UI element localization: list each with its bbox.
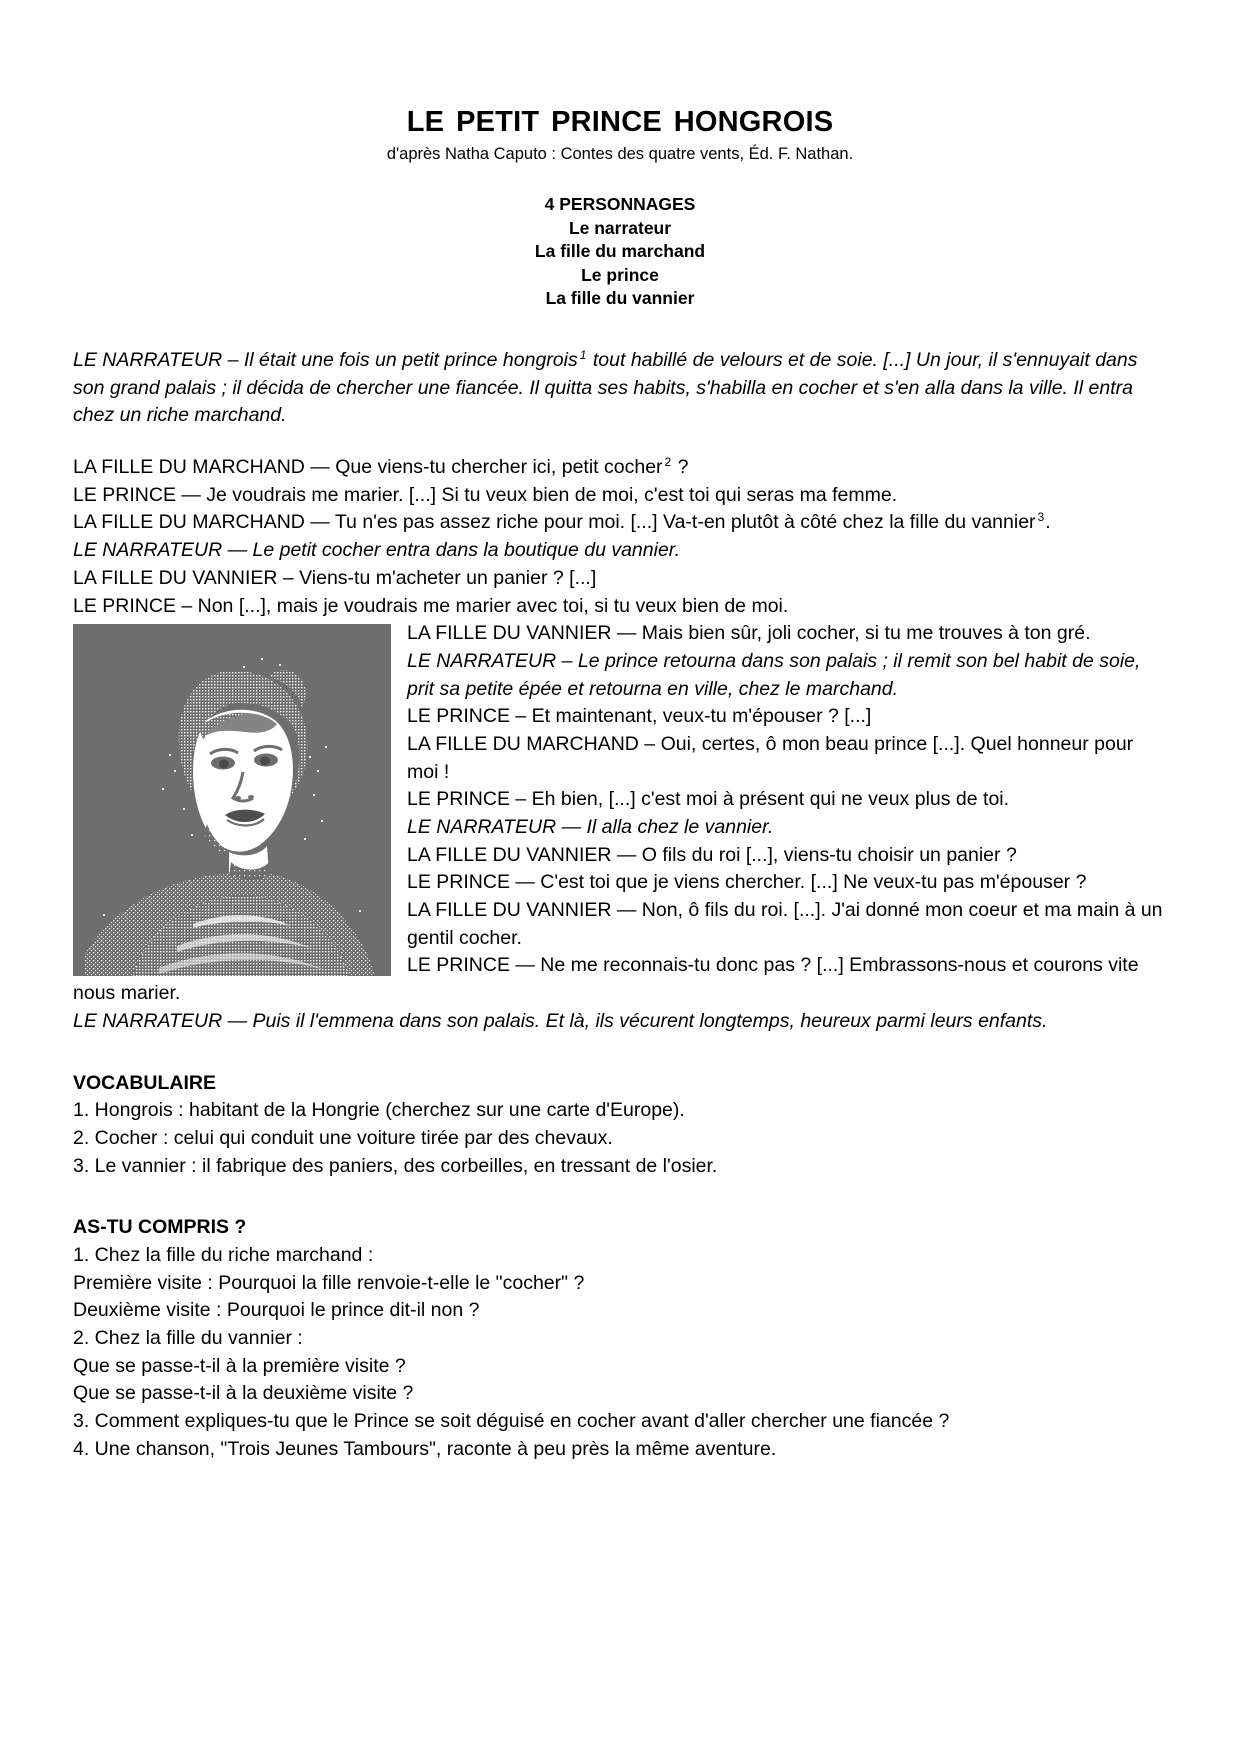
as-tu-compris-section bbox=[73, 1214, 1167, 1463]
footnote-marker-3: 3 bbox=[1037, 509, 1045, 524]
question-item-7: 3. Comment expliques-tu que le Prince se soit déguisé en cocher avant d'aller chercher une fiancée ? bbox=[73, 1410, 950, 1433]
question-item-6: Que se passe-t-il à la deuxième visite ? bbox=[73, 1382, 414, 1405]
opening-speaker: LE NARRATEUR – bbox=[73, 349, 244, 372]
page-title: le petit prince hongrois bbox=[406, 93, 834, 140]
cast-member-narrateur: Le narrateur bbox=[568, 217, 672, 238]
dialogue-line-prince-1: LE PRINCE — Je voudrais me marier. [...] Si tu veux bien de moi, c'est toi qui seras ma femme. bbox=[73, 483, 898, 506]
cast-member-fille-du-marchand: La fille du marchand bbox=[534, 241, 706, 262]
dialogue-line-narrateur-4: LE NARRATEUR — Puis il l'emmena dans son palais. Et là, ils vécurent longtemps, heureux parmi leurs enfants. bbox=[73, 1009, 1048, 1032]
dialogue-line-narrateur-1: LE NARRATEUR — Le petit cocher entra dans la boutique du vannier. bbox=[73, 539, 680, 562]
opening-narration bbox=[73, 347, 1167, 430]
portrait-illustration bbox=[73, 624, 391, 976]
page-subtitle: d'après Natha Caputo : Contes des quatre vents, Éd. F. Nathan. bbox=[386, 145, 854, 164]
dialogue-line-marchand-1 bbox=[73, 454, 1167, 482]
dialogue-line-marchand-3: LA FILLE DU MARCHAND – Oui, certes, ô mon beau prince [...]. Quel honneur pour moi ! bbox=[407, 732, 1134, 783]
question-item-1: 1. Chez la fille du riche marchand : bbox=[73, 1243, 374, 1266]
opening-text-part2: tout habillé de velours et de soie. [...] Un jour, il s'ennuyait dans son grand palais ; il décida de chercher une fiancée. Il quitta ses habits, s'habilla en cocher et s'en alla dans la ville. Il entra chez un riche marchand. bbox=[73, 349, 1138, 427]
dialogue-line-prince-2: LE PRINCE – Non [...], mais je voudrais me marier avec toi, si tu veux bien de moi. bbox=[73, 594, 789, 617]
dialogue-line-narrateur-3: LE NARRATEUR — Il alla chez le vannier. bbox=[407, 816, 774, 839]
question-item-8: 4. Une chanson, "Trois Jeunes Tambours", raconte à peu près la même aventure. bbox=[73, 1437, 777, 1460]
as-tu-compris-heading: AS-TU COMPRIS ? bbox=[73, 1216, 247, 1239]
dialogue-line-prince-4: LE PRINCE – Eh bien, [...] c'est moi à présent qui ne veux plus de toi. bbox=[407, 788, 1010, 811]
dialogue-line-prince-6: LE PRINCE — Ne me reconnais-tu donc pas ? [...] Embrassons-nous et courons vite nous marier. bbox=[73, 954, 1139, 1005]
question-item-4: 2. Chez la fille du vannier : bbox=[73, 1327, 303, 1350]
dialogue-line-vannier-1: LA FILLE DU VANNIER – Viens-tu m'acheter un panier ? [...] bbox=[73, 566, 597, 589]
portrait-halftone-graphic bbox=[73, 624, 391, 976]
dialogue-text-tail: ? bbox=[672, 456, 689, 479]
dialogue-text-tail: . bbox=[1045, 511, 1051, 534]
cast-member-prince: Le prince bbox=[581, 264, 659, 285]
dialogue-line-prince-3: LE PRINCE – Et maintenant, veux-tu m'épouser ? [...] bbox=[407, 705, 872, 728]
footnote-marker-2: 2 bbox=[664, 454, 672, 469]
dialogue-line-narrateur-2: LE NARRATEUR – Le prince retourna dans son palais ; il remit son bel habit de soie, prit sa petite épée et retourna en ville, chez le marchand. bbox=[407, 649, 1141, 700]
vocabulaire-item-1: 1. Hongrois : habitant de la Hongrie (cherchez sur une carte d'Europe). bbox=[73, 1099, 685, 1122]
question-item-2: Première visite : Pourquoi la fille renvoie-t-elle le "cocher" ? bbox=[73, 1271, 585, 1294]
cast-member-fille-du-vannier: La fille du vannier bbox=[545, 288, 695, 309]
cast-list bbox=[73, 193, 1167, 311]
dialogue-line-vannier-2: LA FILLE DU VANNIER — Mais bien sûr, joli cocher, si tu me trouves à ton gré. bbox=[407, 622, 1091, 645]
dialogue-line-vannier-4: LA FILLE DU VANNIER — Non, ô fils du roi. [...]. J'ai donné mon coeur et ma main à un gentil cocher. bbox=[407, 899, 1163, 949]
question-item-5: Que se passe-t-il à la première visite ? bbox=[73, 1354, 406, 1377]
dialogue-with-illustration bbox=[73, 620, 1167, 1035]
cast-heading: 4 PERSONNAGES bbox=[544, 193, 696, 214]
vocabulaire-heading: VOCABULAIRE bbox=[73, 1071, 217, 1094]
dialogue-line-prince-5: LE PRINCE — C'est toi que je viens chercher. [...] Ne veux-tu pas m'épouser ? bbox=[407, 871, 1087, 894]
vocabulaire-section bbox=[73, 1070, 1167, 1181]
dialogue-text: LA FILLE DU MARCHAND — Tu n'es pas assez riche pour moi. [...] Va-t-en plutôt à côté chez la fille du vannier bbox=[73, 511, 1036, 534]
dialogue-before-image bbox=[73, 454, 1167, 620]
dialogue-text: LA FILLE DU MARCHAND — Que viens-tu chercher ici, petit cocher bbox=[73, 456, 663, 479]
dialogue-line-marchand-2 bbox=[73, 509, 1167, 537]
vocabulaire-item-2: 2. Cocher : celui qui conduit une voiture tirée par des chevaux. bbox=[73, 1126, 613, 1149]
vocabulaire-item-3: 3. Le vannier : il fabrique des paniers, des corbeilles, en tressant de l'osier. bbox=[73, 1154, 718, 1177]
question-item-3: Deuxième visite : Pourquoi le prince dit-il non ? bbox=[73, 1299, 480, 1322]
footnote-marker-1: 1 bbox=[579, 347, 587, 362]
dialogue-line-vannier-3: LA FILLE DU VANNIER — O fils du roi [...], viens-tu choisir un panier ? bbox=[407, 843, 1017, 866]
opening-text-part1: Il était une fois un petit prince hongrois bbox=[243, 349, 578, 372]
